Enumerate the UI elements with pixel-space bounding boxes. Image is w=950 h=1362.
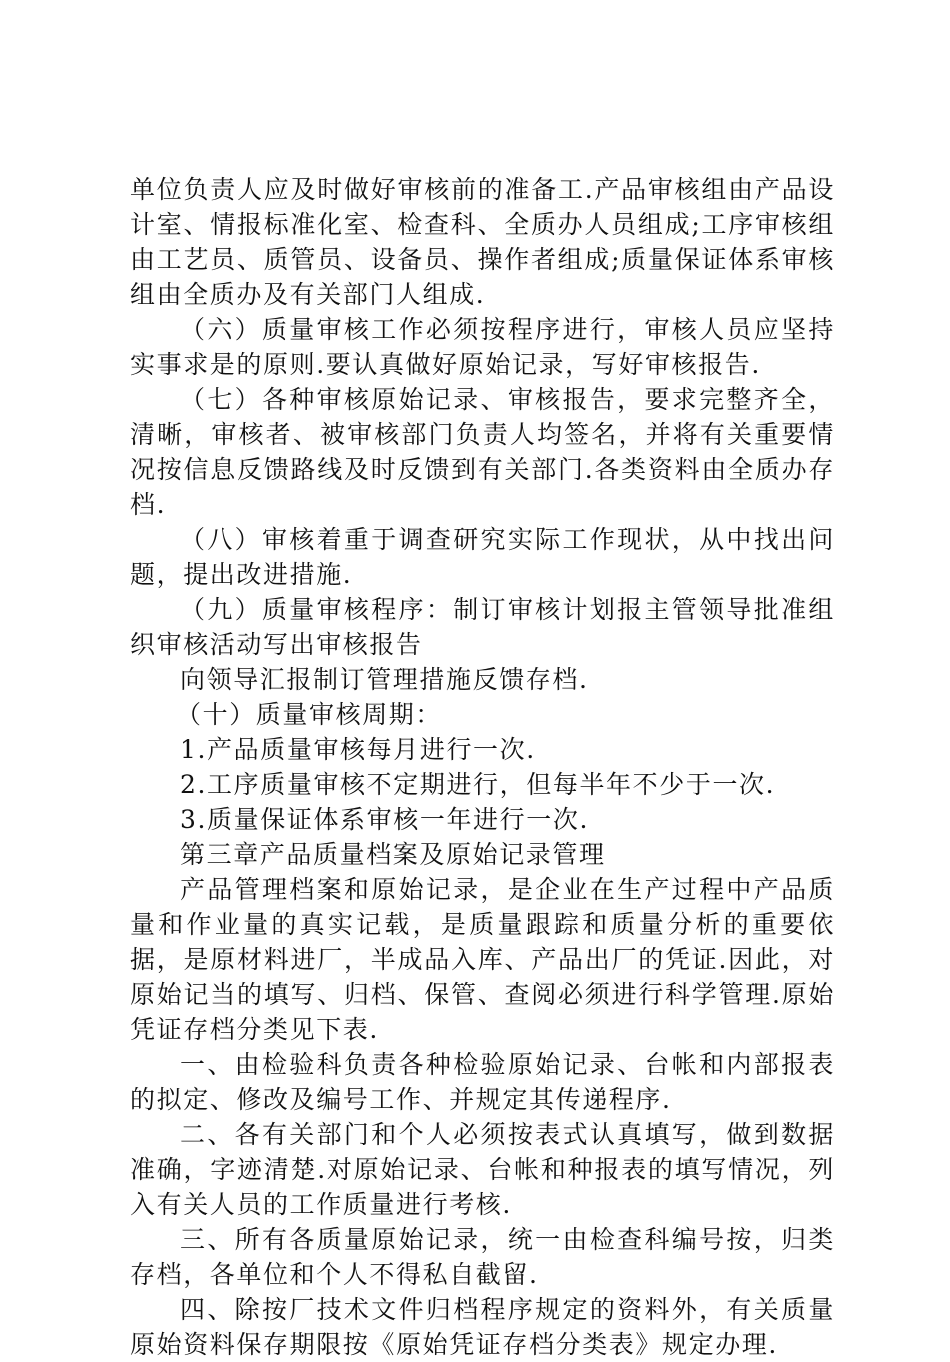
paragraph-item-10: （十）质量审核周期： [176,700,443,729]
chapter-heading: 第三章产品质量档案及原始记录管理 [180,840,606,869]
paragraph-section-2: 二、各有关部门和个人必须按表式认真填写，做到数据准确，字迹清楚.对原始记录、台帐和种报表的填写情况，列入有关人员的工作质量进行考核. [130,1120,835,1219]
document-body [130,172,835,1362]
paragraph-section-1: 一、由检验科负责各种检验原始记录、台帐和内部报表的拟定、修改及编号工作、并规定其传递程序. [130,1050,835,1114]
paragraph-archive-intro: 产品管理档案和原始记录，是企业在生产过程中产品质量和作业量的真实记载，是质量跟踪和质量分析的重要依据，是原材料进厂，半成品入库、产品出厂的凭证.因此，对原始记当的填写、归档、保管、查阅必须进行科学管理.原始凭证存档分类见下表. [130,875,835,1044]
list-item-3: 3.质量保证体系审核一年进行一次. [180,805,590,834]
list-item-2: 2.工序质量审核不定期进行，但每半年不少于一次. [180,770,776,799]
paragraph-item-7: （七）各种审核原始记录、审核报告，要求完整齐全，清晰，审核者、被审核部门负责人均签名，并将有关重要情况按信息反馈路线及时反馈到有关部门.各类资料由全质办存档. [130,385,835,519]
paragraph-section-4: 四、除按厂技术文件归档程序规定的资料外，有关质量原始资料保存期限按《原始凭证存档分类表》规定办理. [130,1295,835,1359]
paragraph-item-8: （八）审核着重于调查研究实际工作现状，从中找出问题，提出改进措施. [130,525,835,589]
list-item-1: 1.产品质量审核每月进行一次. [180,735,536,764]
paragraph-item-6: （六）质量审核工作必须按程序进行，审核人员应坚持实事求是的原则.要认真做好原始记录，写好审核报告. [130,315,835,379]
paragraph-section-3: 三、所有各质量原始记录，统一由检查科编号按，归类存档，各单位和个人不得私自截留. [130,1225,835,1289]
paragraph-item-9-continued: 向领导汇报制订管理措施反馈存档. [180,665,589,694]
paragraph-item-9: （九）质量审核程序：制订审核计划报主管领导批准组织审核活动写出审核报告 [130,595,835,659]
paragraph-audit-team-composition: 单位负责人应及时做好审核前的准备工.产品审核组由产品设计室、情报标准化室、检查科、全质办人员组成;工序审核组由工艺员、质管员、设备员、操作者组成;质量保证体系审核组由全质办及有关部门人组成. [130,175,835,309]
